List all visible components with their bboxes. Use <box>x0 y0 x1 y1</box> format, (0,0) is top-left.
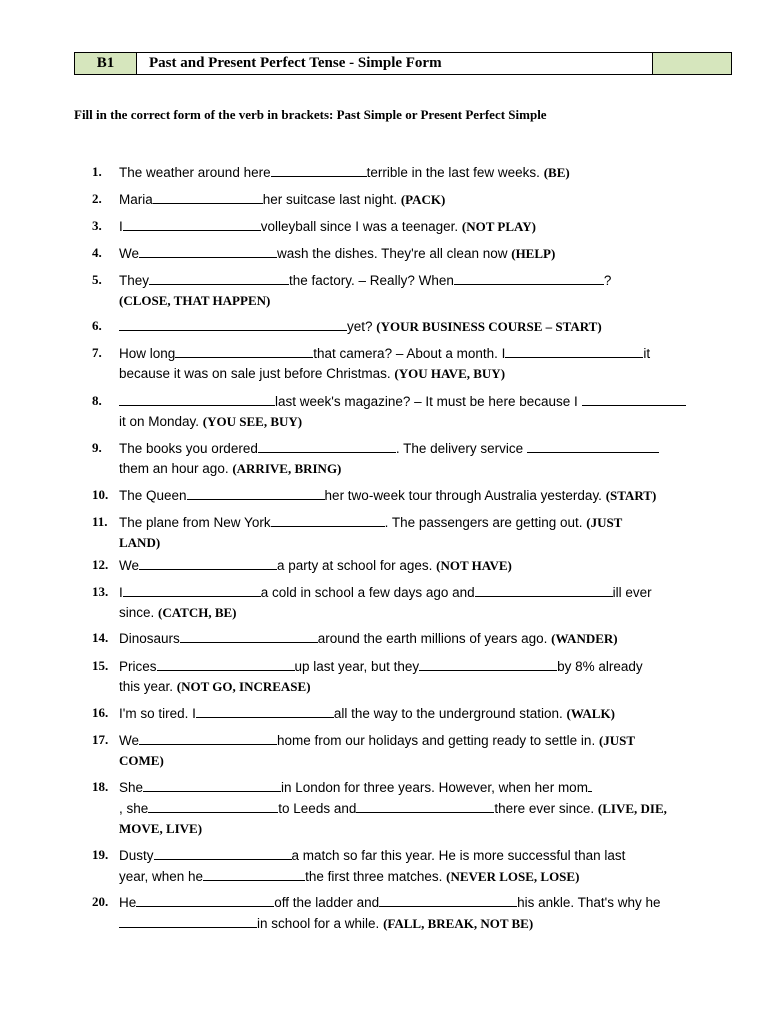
answer-blank[interactable] <box>180 628 318 643</box>
level-cell: B1 <box>75 53 137 74</box>
answer-blank[interactable] <box>119 316 347 331</box>
sentence-text: Dusty <box>119 848 154 863</box>
verb-hint: (CATCH, BE) <box>158 605 237 620</box>
question-line <box>119 189 737 210</box>
question-line <box>119 364 737 384</box>
question-line <box>119 656 737 677</box>
question-line <box>119 582 737 603</box>
answer-blank[interactable] <box>196 703 334 718</box>
question-number: 18. <box>92 779 109 794</box>
question-text <box>119 485 737 506</box>
verb-hint: (WALK) <box>566 706 615 721</box>
sentence-text: that camera? – About a month. I <box>313 346 506 361</box>
sentence-text: his ankle. That's why he <box>517 895 661 910</box>
verb-hint: (JUST <box>586 515 623 530</box>
answer-blank[interactable] <box>149 270 289 285</box>
sentence-text: He <box>119 895 137 910</box>
question-item <box>92 892 737 934</box>
question-item <box>92 628 737 649</box>
question-line <box>119 243 737 264</box>
verb-hint: MOVE, LIVE) <box>119 821 203 836</box>
answer-blank[interactable] <box>123 582 261 597</box>
question-line <box>119 438 737 459</box>
answer-blank[interactable] <box>582 391 686 406</box>
sentence-text: The weather around here <box>119 165 271 180</box>
verb-hint: (START) <box>605 488 657 503</box>
sentence-text: up last year, but they <box>294 659 420 674</box>
sentence-text: She <box>119 780 144 795</box>
question-item <box>92 512 737 553</box>
question-item <box>92 730 737 771</box>
question-item <box>92 555 737 576</box>
verb-hint: LAND) <box>119 535 161 550</box>
answer-blank[interactable] <box>258 438 396 453</box>
sentence-text: to Leeds and <box>278 801 357 816</box>
answer-blank[interactable] <box>154 845 292 860</box>
verb-hint: (NOT HAVE) <box>436 558 512 573</box>
sentence-text: them an hour ago. <box>119 461 233 476</box>
question-number: 7. <box>92 345 102 360</box>
question-item <box>92 216 737 237</box>
question-number: 6. <box>92 318 102 333</box>
question-line <box>119 751 737 771</box>
worksheet-title: Past and Present Perfect Tense - Simple Form <box>137 53 653 74</box>
question-number: 13. <box>92 584 109 599</box>
verb-hint: (NOT PLAY) <box>461 219 536 234</box>
answer-blank[interactable] <box>271 162 367 177</box>
answer-blank[interactable] <box>187 485 325 500</box>
question-item <box>92 343 737 384</box>
question-number: 4. <box>92 245 102 260</box>
answer-blank[interactable] <box>157 656 295 671</box>
answer-blank[interactable] <box>119 391 275 406</box>
answer-blank[interactable] <box>419 656 557 671</box>
sentence-text: in London for three years. However, when her mom <box>281 780 588 795</box>
question-number: 2. <box>92 191 102 206</box>
question-text <box>119 777 737 839</box>
answer-blank[interactable] <box>203 866 305 881</box>
verb-hint: (CLOSE, THAT HAPPEN) <box>119 293 271 308</box>
sentence-text: Prices <box>119 659 157 674</box>
sentence-text: off the ladder and <box>274 895 380 910</box>
sentence-text: her two-week tour through Australia yesterday. <box>324 488 606 503</box>
verb-hint: (YOU SEE, BUY) <box>202 414 303 429</box>
sentence-text: this year. <box>119 679 177 694</box>
sentence-text: since. <box>119 605 159 620</box>
sentence-text: home from our holidays and getting ready to settle in. <box>277 733 599 748</box>
question-text <box>119 892 737 934</box>
sentence-text: How long <box>119 346 176 361</box>
sentence-text: it <box>643 346 651 361</box>
question-item <box>92 485 737 506</box>
verb-hint: (NEVER LOSE, LOSE) <box>446 869 580 884</box>
question-text <box>119 162 737 183</box>
question-text <box>119 628 737 649</box>
question-text <box>119 730 737 771</box>
sentence-text: ill ever <box>612 585 652 600</box>
answer-blank[interactable] <box>475 582 613 597</box>
sentence-text: The books you ordered <box>119 441 258 456</box>
question-line <box>119 798 737 819</box>
question-number: 11. <box>92 514 108 529</box>
question-number: 19. <box>92 847 109 862</box>
header-blank-cell <box>653 53 731 74</box>
question-line <box>119 730 737 751</box>
sentence-text: ? <box>603 273 612 288</box>
question-line <box>119 485 737 506</box>
sentence-text: in school for a while. <box>257 916 384 931</box>
question-number: 8. <box>92 393 102 408</box>
verb-hint: (YOUR BUSINESS COURSE – START) <box>376 319 602 334</box>
question-item <box>92 438 737 479</box>
sentence-text: , she <box>119 801 149 816</box>
question-text <box>119 845 737 887</box>
question-text <box>119 391 737 432</box>
sentence-text: Dinosaurs <box>119 631 180 646</box>
question-item <box>92 703 737 724</box>
answer-blank[interactable] <box>139 243 277 258</box>
question-line <box>119 603 737 623</box>
question-line <box>119 459 737 479</box>
question-text <box>119 582 737 623</box>
question-line <box>119 391 737 412</box>
answer-blank[interactable] <box>153 189 263 204</box>
sentence-text: because it was on sale just before Christmas. <box>119 366 395 381</box>
sentence-text: the factory. – Really? When <box>289 273 454 288</box>
verb-hint: (NOT GO, INCREASE) <box>176 679 311 694</box>
question-number: 17. <box>92 732 109 747</box>
answer-blank[interactable] <box>148 798 278 813</box>
question-line <box>119 533 737 553</box>
verb-hint: (LIVE, DIE, <box>597 801 667 816</box>
sentence-text: They <box>119 273 150 288</box>
question-number: 5. <box>92 272 102 287</box>
question-number: 10. <box>92 487 109 502</box>
verb-hint: (PACK) <box>400 192 446 207</box>
sentence-text: The plane from New York <box>119 515 271 530</box>
sentence-text: I <box>119 585 123 600</box>
sentence-text: We <box>119 558 140 573</box>
question-line <box>119 216 737 237</box>
question-item <box>92 162 737 183</box>
question-line <box>119 162 737 183</box>
answer-blank[interactable] <box>527 438 659 453</box>
question-text <box>119 656 737 697</box>
question-text <box>119 216 737 237</box>
verb-hint: (JUST <box>598 733 636 748</box>
question-line <box>119 343 737 364</box>
question-line <box>119 777 737 798</box>
answer-blank[interactable] <box>139 555 277 570</box>
question-line <box>119 512 737 533</box>
sentence-text: a party at school for ages. <box>277 558 437 573</box>
question-line <box>119 892 737 913</box>
sentence-text: her suitcase last night. <box>262 192 401 207</box>
sentence-text: volleyball since I was a teenager. <box>260 219 462 234</box>
sentence-text: The Queen <box>119 488 187 503</box>
question-number: 9. <box>92 440 102 455</box>
sentence-text: by 8% already <box>557 659 643 674</box>
sentence-text: all the way to the underground station. <box>333 706 567 721</box>
sentence-text: terrible in the last few weeks. <box>366 165 544 180</box>
question-text <box>119 438 737 479</box>
sentence-text: wash the dishes. They're all clean now <box>277 246 512 261</box>
question-text <box>119 270 737 311</box>
sentence-text: last week's magazine? – It must be here because I <box>275 394 582 409</box>
verb-hint: (HELP) <box>511 246 556 261</box>
question-line <box>119 555 737 576</box>
question-text <box>119 343 737 384</box>
sentence-text: We <box>119 246 140 261</box>
question-number: 14. <box>92 630 109 645</box>
verb-hint: (ARRIVE, BRING) <box>232 461 342 476</box>
question-item <box>92 656 737 697</box>
header-table <box>74 52 732 75</box>
sentence-text: a match so far this year. He is more successful than last <box>291 848 626 863</box>
question-text <box>119 512 737 553</box>
sentence-text: year, when he <box>119 869 204 884</box>
question-text <box>119 243 737 264</box>
answer-blank[interactable] <box>136 892 274 907</box>
question-line <box>119 845 737 866</box>
answer-blank[interactable] <box>454 270 604 285</box>
question-line <box>119 866 737 887</box>
question-number: 16. <box>92 705 109 720</box>
sentence-text: I <box>119 219 123 234</box>
answer-blank[interactable] <box>143 777 281 792</box>
verb-hint: (BE) <box>543 165 570 180</box>
answer-blank[interactable] <box>119 913 257 928</box>
sentence-text: yet? <box>347 319 377 334</box>
question-text <box>119 703 737 724</box>
question-item <box>92 582 737 623</box>
answer-blank[interactable] <box>588 777 592 792</box>
question-item <box>92 316 737 337</box>
question-item <box>92 845 737 887</box>
sentence-text: the first three matches. <box>305 869 447 884</box>
question-number: 20. <box>92 894 109 909</box>
instructions: Fill in the correct form of the verb in brackets: Past Simple or Present Perfect Simple <box>74 107 547 122</box>
question-number: 15. <box>92 658 109 673</box>
question-line <box>119 703 737 724</box>
answer-blank[interactable] <box>271 512 385 527</box>
answer-blank[interactable] <box>356 798 494 813</box>
question-item <box>92 391 737 432</box>
question-item <box>92 189 737 210</box>
sentence-text: around the earth millions of years ago. <box>317 631 552 646</box>
question-line <box>119 412 737 432</box>
question-line <box>119 628 737 649</box>
question-line <box>119 316 737 337</box>
verb-hint: COME) <box>119 753 164 768</box>
question-line <box>119 677 737 697</box>
sentence-text: I'm so tired. I <box>119 706 196 721</box>
verb-hint: (YOU HAVE, BUY) <box>394 366 506 381</box>
verb-hint: (WANDER) <box>551 631 618 646</box>
sentence-text: there ever since. <box>494 801 598 816</box>
question-line <box>119 270 737 291</box>
question-item <box>92 270 737 311</box>
question-item <box>92 777 737 839</box>
verb-hint: (FALL, BREAK, NOT BE) <box>383 916 534 931</box>
answer-blank[interactable] <box>505 343 643 358</box>
question-number: 12. <box>92 557 109 572</box>
question-number: 1. <box>92 164 102 179</box>
question-line <box>119 819 737 839</box>
question-number: 3. <box>92 218 102 233</box>
sentence-text: a cold in school a few days ago and <box>260 585 475 600</box>
sentence-text: it on Monday. <box>119 414 203 429</box>
question-text <box>119 555 737 576</box>
answer-blank[interactable] <box>175 343 313 358</box>
question-item <box>92 243 737 264</box>
sentence-text: We <box>119 733 140 748</box>
question-text <box>119 316 737 337</box>
answer-blank[interactable] <box>139 730 277 745</box>
answer-blank[interactable] <box>379 892 517 907</box>
sentence-text: . The passengers are getting out. <box>384 515 587 530</box>
sentence-text: . The delivery service <box>395 441 527 456</box>
answer-blank[interactable] <box>123 216 261 231</box>
sentence-text: Maria <box>119 192 153 207</box>
question-text <box>119 189 737 210</box>
question-line <box>119 291 737 311</box>
question-line <box>119 913 737 934</box>
